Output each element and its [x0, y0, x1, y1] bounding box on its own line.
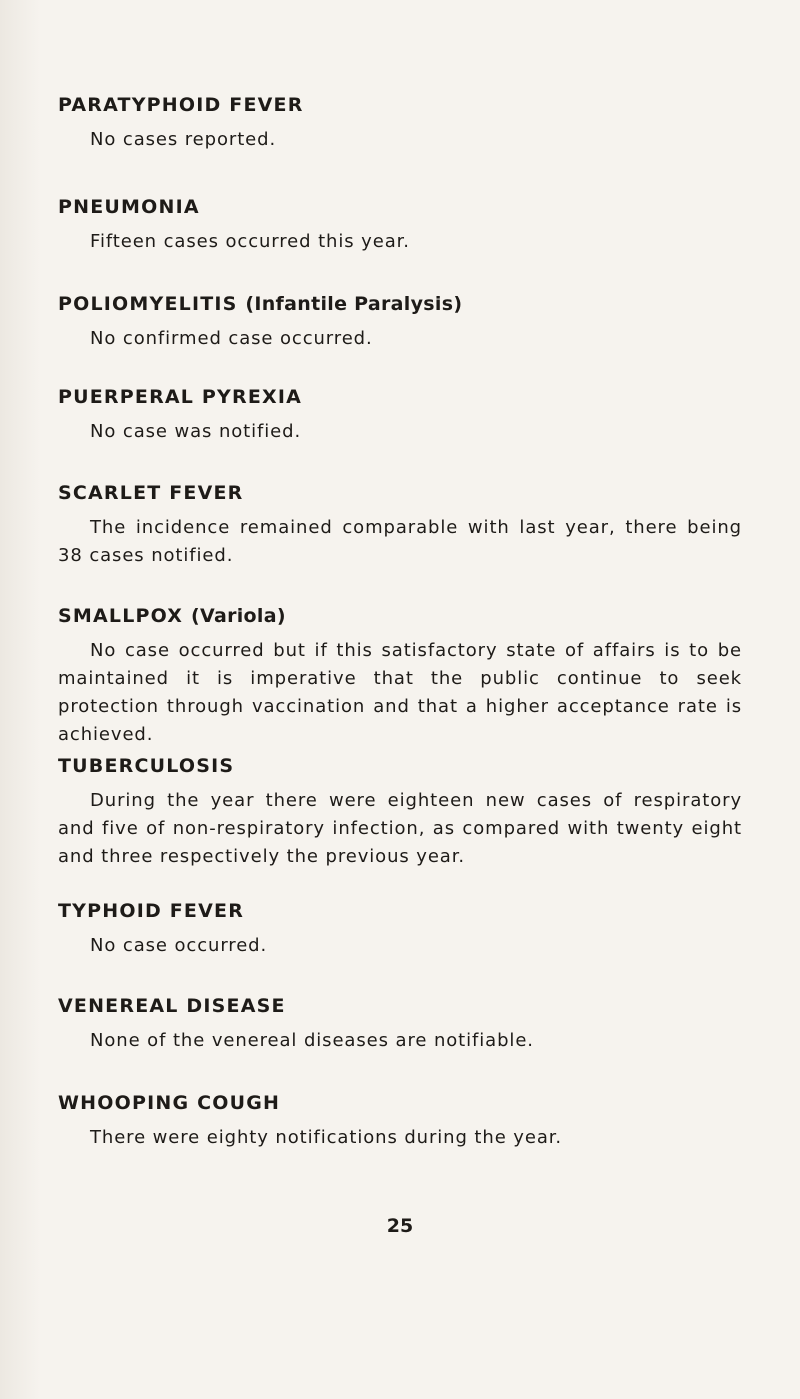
heading-text: POLIOMYELITIS [58, 293, 238, 315]
section-heading [58, 897, 742, 925]
section-heading [58, 91, 742, 119]
section-body: No case was notified. [90, 421, 302, 442]
heading-subtitle: (Infantile Paralysis) [245, 293, 463, 315]
page-edge-shadow [0, 0, 40, 1399]
heading-text: PUERPERAL PYREXIA [58, 386, 303, 408]
section-heading [58, 602, 742, 630]
section-heading [58, 290, 742, 318]
heading-text: PNEUMONIA [58, 196, 200, 218]
section-puerperal-pyrexia [58, 383, 742, 446]
section-whooping-cough [58, 1089, 742, 1152]
section-body: No cases reported. [90, 129, 277, 150]
section-paratyphoid-fever [58, 91, 742, 154]
section-body: Fifteen cases occurred this year. [90, 231, 410, 252]
section-body: No confirmed case occurred. [90, 328, 373, 349]
section-body: None of the venereal diseases are notifiable. [90, 1030, 534, 1051]
heading-text: TUBERCULOSIS [58, 755, 235, 777]
section-typhoid-fever [58, 897, 742, 960]
heading-text: VENEREAL DISEASE [58, 995, 286, 1017]
section-heading [58, 193, 742, 221]
section-heading [58, 479, 742, 507]
section-pneumonia [58, 193, 742, 256]
heading-text: TYPHOID FEVER [58, 900, 245, 922]
section-body: No case occurred. [90, 935, 268, 956]
section-scarlet-fever [58, 479, 742, 570]
section-heading [58, 752, 742, 780]
heading-text: PARATYPHOID FEVER [58, 94, 304, 116]
section-heading [58, 992, 742, 1020]
section-poliomyelitis [58, 290, 742, 353]
section-venereal-disease [58, 992, 742, 1055]
page-number: 25 [386, 1215, 414, 1237]
heading-text: WHOOPING COUGH [58, 1092, 281, 1114]
section-body: No case occurred but if this satisfactory state of affairs is to be maintained it is imperative that the public continue to seek protection through vaccination and that a higher acceptance rate is achieved. [58, 640, 742, 745]
section-body: There were eighty notifications during the year. [90, 1127, 563, 1148]
section-body: During the year there were eighteen new cases of respiratory and five of non-respiratory infection, as compared with twenty eight and three respectively the previous year. [58, 790, 742, 867]
heading-subtitle: (Variola) [191, 605, 286, 627]
heading-text: SMALLPOX [58, 605, 184, 627]
section-tuberculosis [58, 752, 742, 871]
heading-text: SCARLET FEVER [58, 482, 244, 504]
section-heading [58, 383, 742, 411]
section-body: The incidence remained comparable with last year, there being 38 cases notified. [58, 517, 742, 566]
section-smallpox [58, 602, 742, 749]
section-heading [58, 1089, 742, 1117]
